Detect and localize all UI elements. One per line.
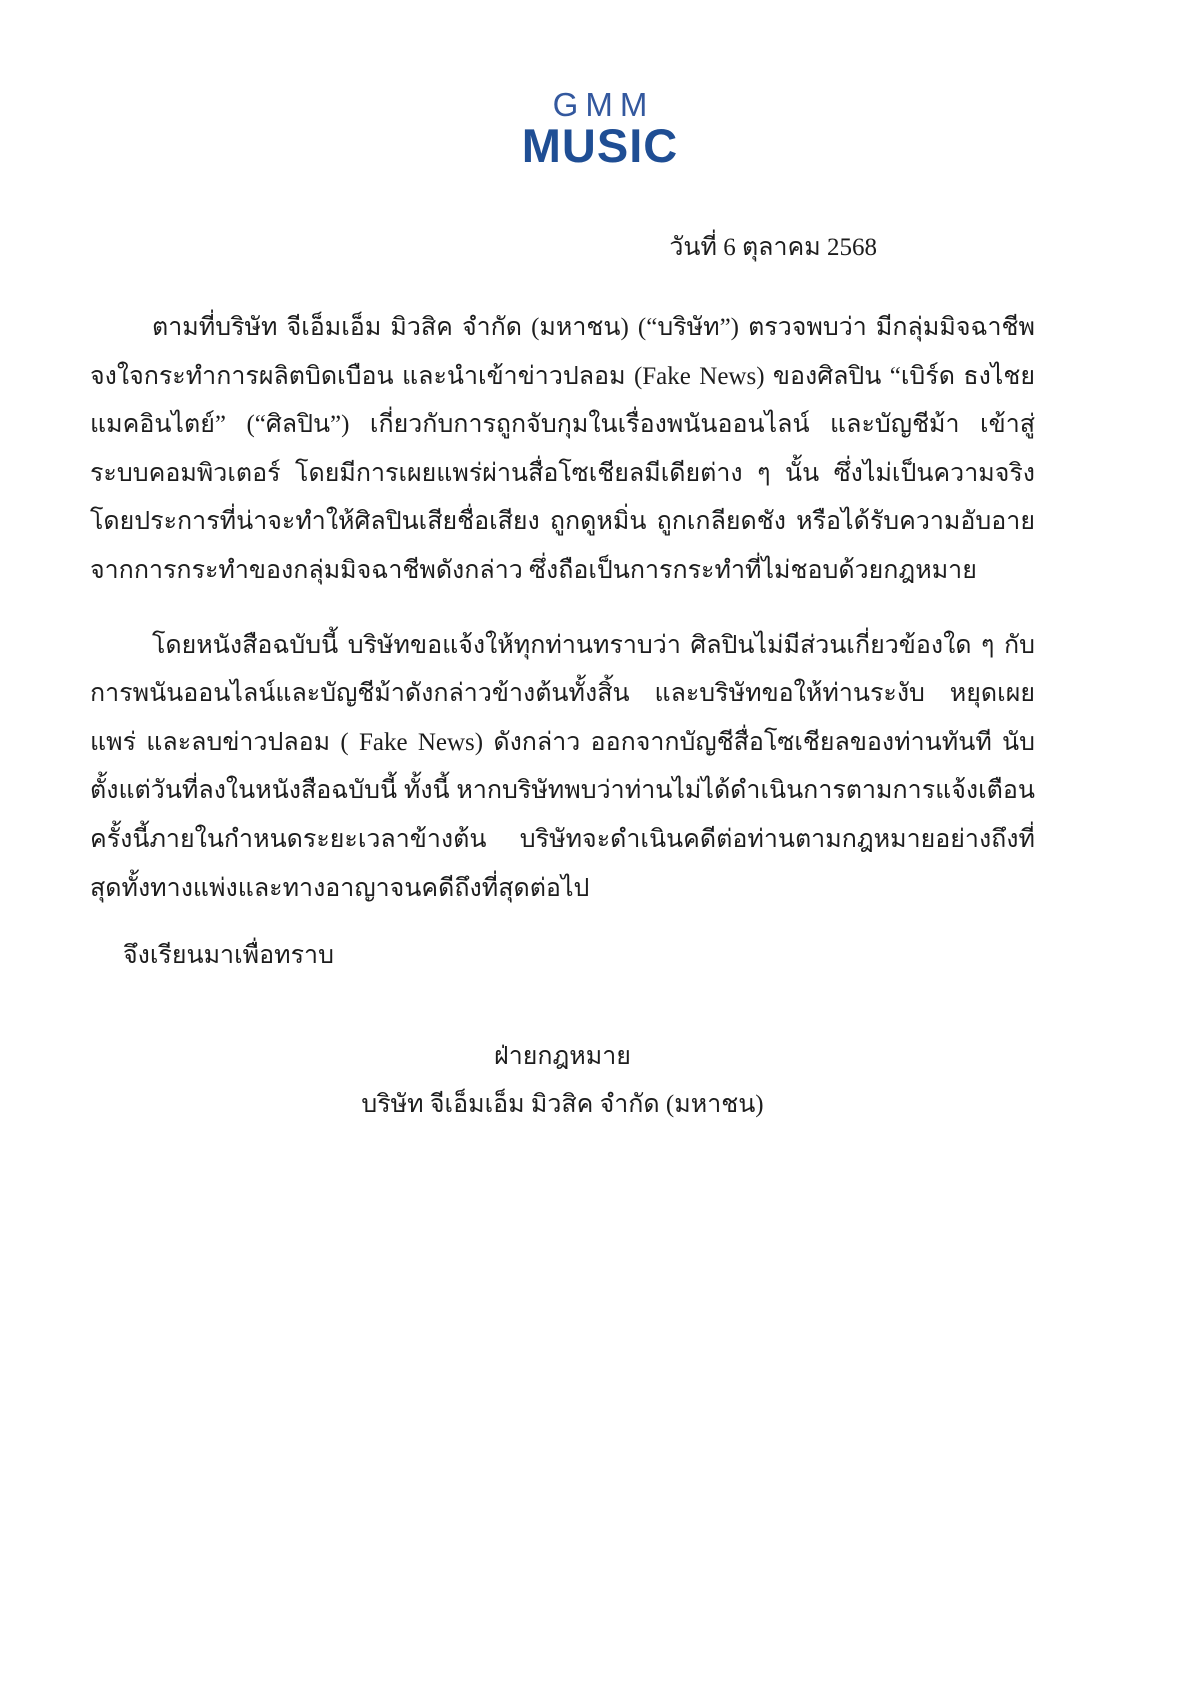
letter-date: วันที่ 6 ตุลาคม 2568 <box>669 234 877 261</box>
signature-company: บริษัท จีเอ็มเอ็ม มิวสิค จำกัด (มหาชน) <box>361 1091 764 1119</box>
letter-paragraph-2: โดยหนังสือฉบับนี้ บริษัทขอแจ้งให้ทุกท่านทราบว่า ศิลปินไม่มีส่วนเกี่ยวข้องใด ๆ กับการพนันออนไลน์และบัญชีม้าดังกล่าวข้างต้นทั้งสิ้น และบริษัทขอให้ท่านระงับ หยุดเผยแพร่ และลบข่าวปลอม ( Fake News) ดังกล่าว ออกจากบัญชีสื่อโซเชียลของท่านทันที นับตั้งแต่วันที่ลงในหนังสือฉบับนี้ ทั้งนี้ หากบริษัทพบว่าท่านไม่ได้ดำเนินการตามการแจ้งเตือนครั้งนี้ภายในกำหนดระยะเวลาข้างต้น บริษัทจะดำเนินคดีต่อท่านตามกฎหมายอย่างถึงที่สุดทั้งทางแพ่งและทางอาญาจนคดีถึงที่สุดต่อไป <box>90 631 1035 902</box>
logo-text-gmm: GMM <box>552 86 655 123</box>
gmm-music-logo <box>90 86 1110 172</box>
signature-block <box>90 1033 1035 1130</box>
letter-paragraph-1: ตามที่บริษัท จีเอ็มเอ็ม มิวสิค จำกัด (มหาชน) (“บริษัท”) ตรวจพบว่า มีกลุ่มมิจฉาชีพจงใจกระทำการผลิตบิดเบือน และนำเข้าข่าวปลอม (Fake News) ของศิลปิน “เบิร์ด ธงไชย แมคอินไตย์” (“ศิลปิน”) เกี่ยวกับการถูกจับกุมในเรื่องพนันออนไลน์ และบัญชีม้า เข้าสู่ระบบคอมพิวเตอร์ โดยมีการเผยแพร่ผ่านสื่อโซเชียลมีเดียต่าง ๆ นั้น ซึ่งไม่เป็นความจริง โดยประการที่น่าจะทำให้ศิลปินเสียชื่อเสียง ถูกดูหมิ่น ถูกเกลียดชัง หรือได้รับความอับอายจากการกระทำของกลุ่มมิจฉาชีพดังกล่าว ซึ่งถือเป็นการกระทำที่ไม่ชอบด้วยกฎหมาย <box>90 314 1035 584</box>
signature-department: ฝ่ายกฎหมาย <box>494 1042 631 1070</box>
letter-closing: จึงเรียนมาเพื่อทราบ <box>123 942 334 970</box>
logo-text-music: MUSIC <box>521 119 679 172</box>
